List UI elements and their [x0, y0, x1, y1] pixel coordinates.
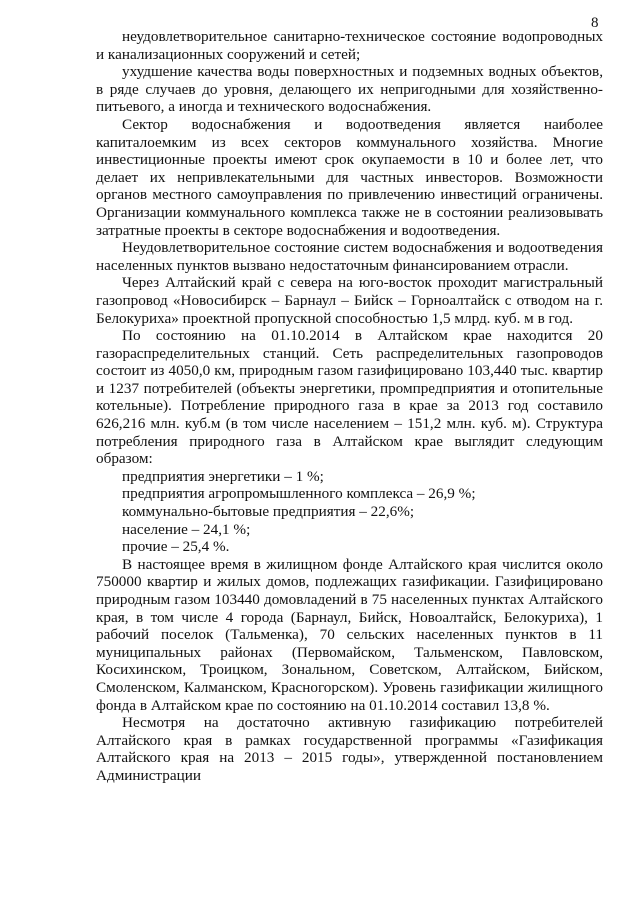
list-item: коммунально-бытовые предприятия – 22,6%; — [122, 503, 415, 521]
paragraph: Сектор водоснабжения и водоотведения является наиболее капиталоемким из всех секторов коммунального хозяйства. Многие инвестиционные проекты имеют срок окупаемости в 10 и более лет, что делает их непривлекательными для частных инвесторов. Возможности органов местного самоуправления по привлечению инвестиций ограничены. Организации коммунального комплекса также не в состоянии реализовывать затратные проекты в секторе водоснабжения и водоотведения. — [96, 115, 603, 239]
paragraph: неудовлетворительное санитарно-техническое состояние водопроводных и канализационных сооружений и сетей; — [96, 28, 603, 63]
paragraph: Несмотря на достаточно активную газификацию потребителей Алтайского края в рамках государственной программы «Газификация Алтайского края на 2013 – 2015 годы», утвержденной постановлением Администрации — [96, 714, 603, 784]
list-item: население – 24,1 %; — [122, 520, 251, 538]
list-item: предприятия агропромышленного комплекса – 26,9 %; — [122, 485, 476, 503]
paragraph: Неудовлетворительное состояние систем водоснабжения и водоотведения населенных пунктов вызвано недостаточным финансированием отрасли. — [96, 239, 603, 274]
body-text — [96, 28, 603, 785]
paragraph: По состоянию на 01.10.2014 в Алтайском крае находится 20 газораспределительных станций. Сеть распределительных газопроводов состоит из 4050,0 км, природным газом газифицировано 103,440 тыс. квартир и 1237 потребителей (объекты энергетики, промпредприятия и отопительные котельные). Потребление природного газа в крае за 2013 год составило 626,216 млн. куб.м (в том числе населением – 151,2 млн. куб. м). Структура потребления природного газа в Алтайском крае выглядит следующим образом: — [96, 327, 603, 468]
list-item: прочие – 25,4 %. — [122, 538, 230, 556]
list-item: предприятия энергетики – 1 %; — [122, 467, 324, 485]
paragraph: Через Алтайский край с севера на юго-восток проходит магистральный газопровод «Новосибирск – Барнаул – Бийск – Горноалтайск с отводом на г. Белокуриха» проектной пропускной способностью 1,5 млрд. куб. м в год. — [96, 274, 603, 327]
paragraph: В настоящее время в жилищном фонде Алтайского края числится около 750000 квартир и жилых домов, подлежащих газификации. Газифицировано природным газом 103440 домовладений в 75 населенных пунктах Алтайского края, в том числе 4 города (Барнаул, Бийск, Новоалтайск, Белокуриха), 1 рабочий поселок (Тальменка), 70 сельских населенных пунктов в 11 муниципальных районах (Первомайском, Тальменском, Павловском, Косихинском, Троицком, Зональном, Советском, Алтайском, Бийском, Смоленском, Калманском, Красногорском). Уровень газификации жилищного фонда в Алтайском крае по состоянию на 01.10.2014 составил 13,8 %. — [96, 555, 603, 714]
page-number: 8 — [591, 15, 599, 31]
paragraph: ухудшение качества воды поверхностных и подземных водных объектов, в ряде случаев до уровня, делающего их непригодными для хозяйственно-питьевого, а иногда и технического водоснабжения. — [96, 63, 603, 116]
